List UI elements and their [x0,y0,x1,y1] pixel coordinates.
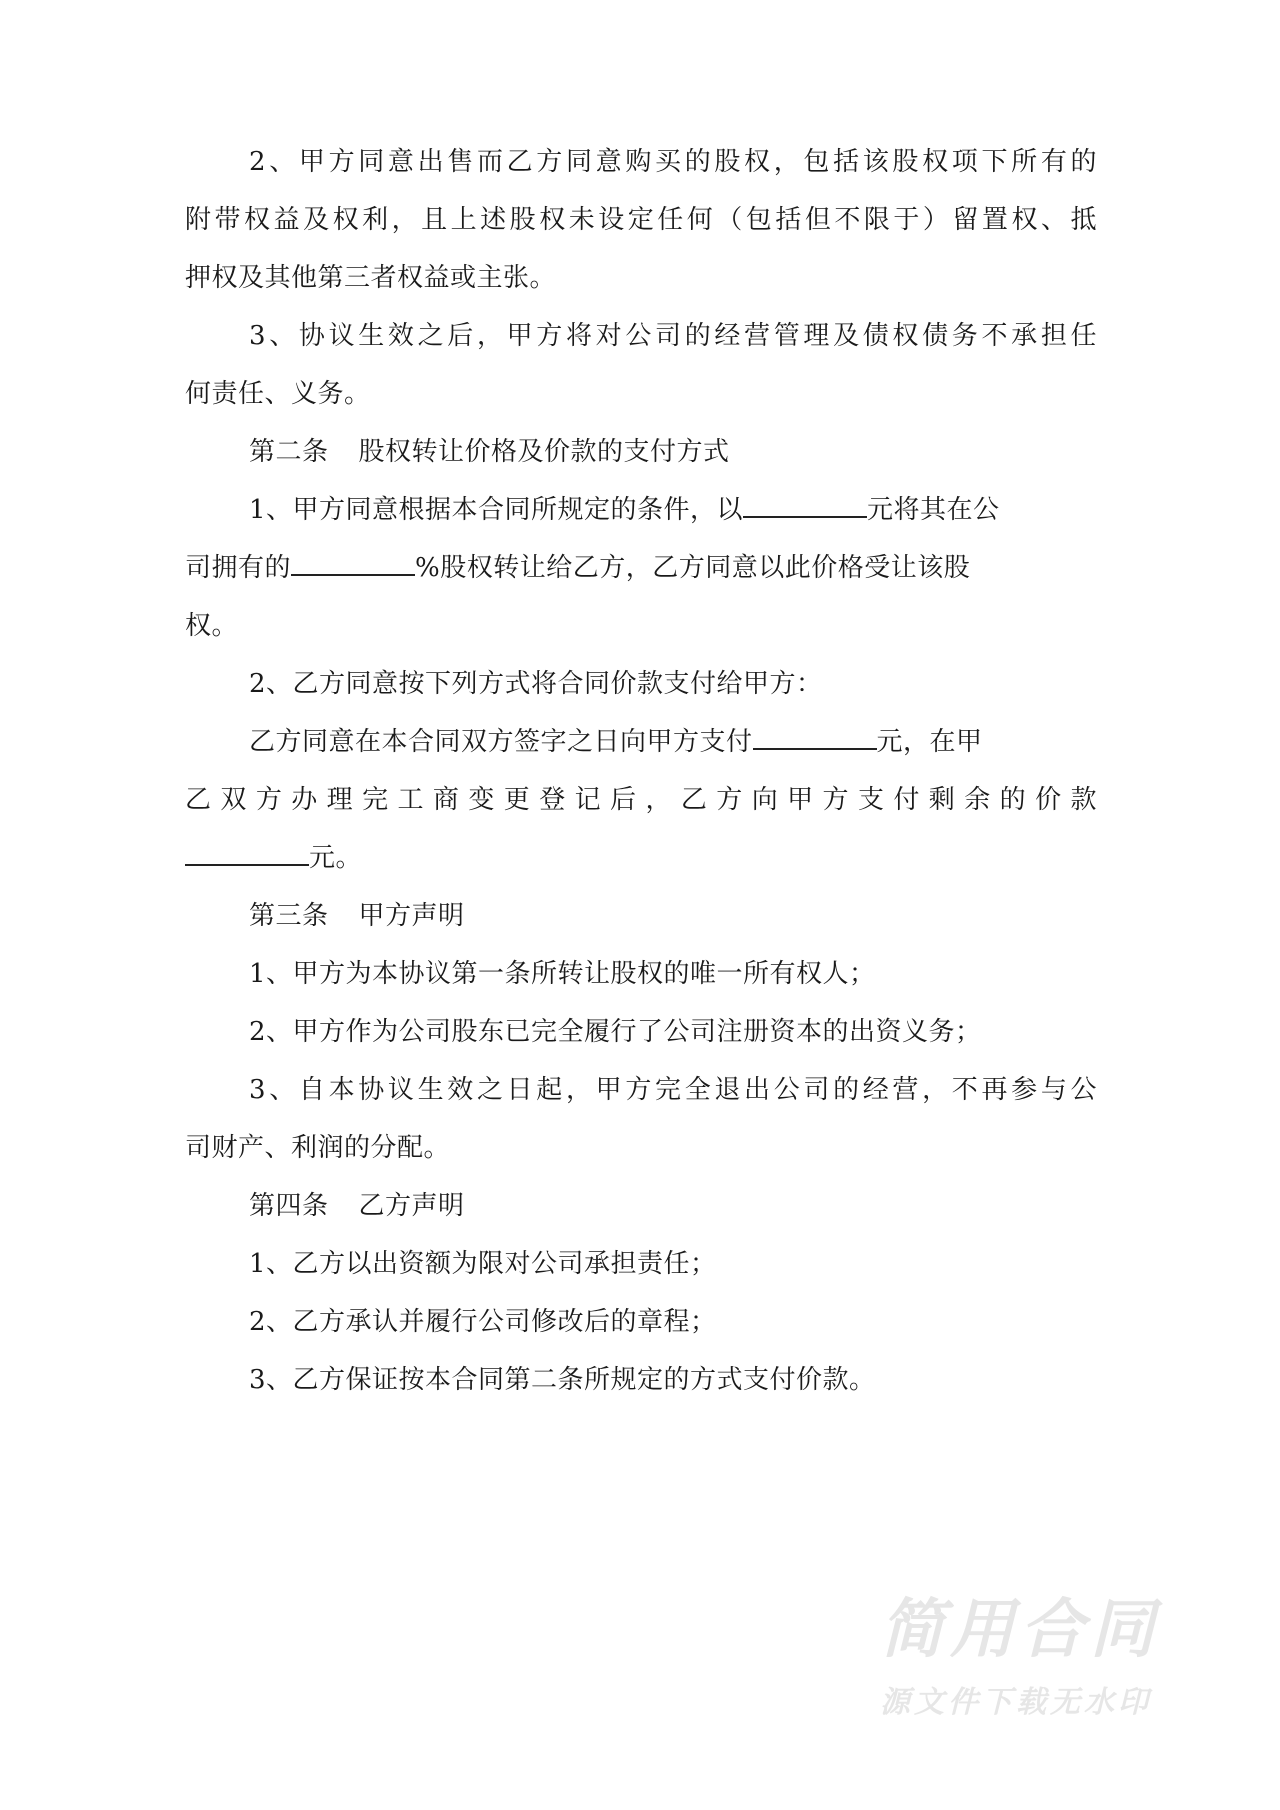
clause3-item3-line2: 司财产、利润的分配。 [185,1133,451,1163]
watermark-tagline: 源文件下载无水印 [880,1685,1152,1720]
clause2-item2-line1: 2、乙方同意按下列方式将合同价款支付给甲方： [249,669,823,699]
clause3-item2: 2、甲方作为公司股东已完全履行了公司注册资本的出资义务； [249,1017,982,1047]
clause2-item1-text-c: 司拥有的 [185,553,292,583]
clause4-item2: 2、乙方承认并履行公司修改后的章程； [249,1307,717,1337]
clause3-number: 第三条 [249,901,329,931]
clause3-heading [185,896,1097,936]
clause1-item2-line2: 附带权益及权利，且上述股权未设定任何（包括但不限于）留置权、抵 [185,205,1097,235]
clause4-title: 乙方声明 [358,1191,465,1221]
clause2-item1-text-a: 1、甲方同意根据本合同所规定的条件，以 [249,495,744,525]
clause2-item2-para-line1 [185,722,1097,762]
clause2-item1-text-b: 元将其在公 [867,495,1000,525]
clause3-item3-line1: 3、自本协议生效之日起，甲方完全退出公司的经营，不再参与公 [249,1075,1097,1105]
watermark-brand: 简用合同 [880,1593,1160,1667]
payment-text-a: 乙方同意在本合同双方签字之日向甲方支付 [249,727,753,757]
clause4-number: 第四条 [249,1191,329,1221]
clause1-item2-line3: 押权及其他第三者权益或主张。 [185,263,557,293]
clause2-item2-para-line2: 乙双方办理完工商变更登记后，乙方向甲方支付剩余的价款 [185,785,1097,815]
clause1-item2-line1: 2、甲方同意出售而乙方同意购买的股权，包括该股权项下所有的 [249,147,1097,177]
watermark [880,1590,1210,1728]
clause2-title: 股权转让价格及价款的支付方式 [358,437,730,467]
clause2-heading [185,432,1097,472]
percentage-blank[interactable] [291,552,415,576]
first-payment-blank[interactable] [753,726,877,750]
clause2-item1-text-d: %股权转让给乙方，乙方同意以此价格受让该股 [415,553,971,583]
clause2-number: 第二条 [249,437,329,467]
clause3-title: 甲方声明 [358,901,465,931]
payment-text-b: 元，在甲 [876,727,983,757]
clause2-item1-line1 [185,490,1097,530]
clause2-item1-line2 [185,548,1097,588]
clause4-item3: 3、乙方保证按本合同第二条所规定的方式支付价款。 [249,1365,876,1395]
price-blank[interactable] [743,494,867,518]
payment-text-c: 元。 [309,843,363,873]
clause4-heading [185,1186,1097,1226]
clause1-item3-line1: 3、协议生效之后，甲方将对公司的经营管理及债权债务不承担任 [249,321,1097,351]
clause2-item1-line3: 权。 [185,611,239,641]
clause1-item3-line2: 何责任、义务。 [185,379,371,409]
clause4-item1: 1、乙方以出资额为限对公司承担责任； [249,1249,717,1279]
clause3-item1: 1、甲方为本协议第一条所转让股权的唯一所有权人； [249,959,876,989]
remaining-payment-blank[interactable] [185,842,309,866]
clause2-item2-para-line3 [185,838,1097,878]
